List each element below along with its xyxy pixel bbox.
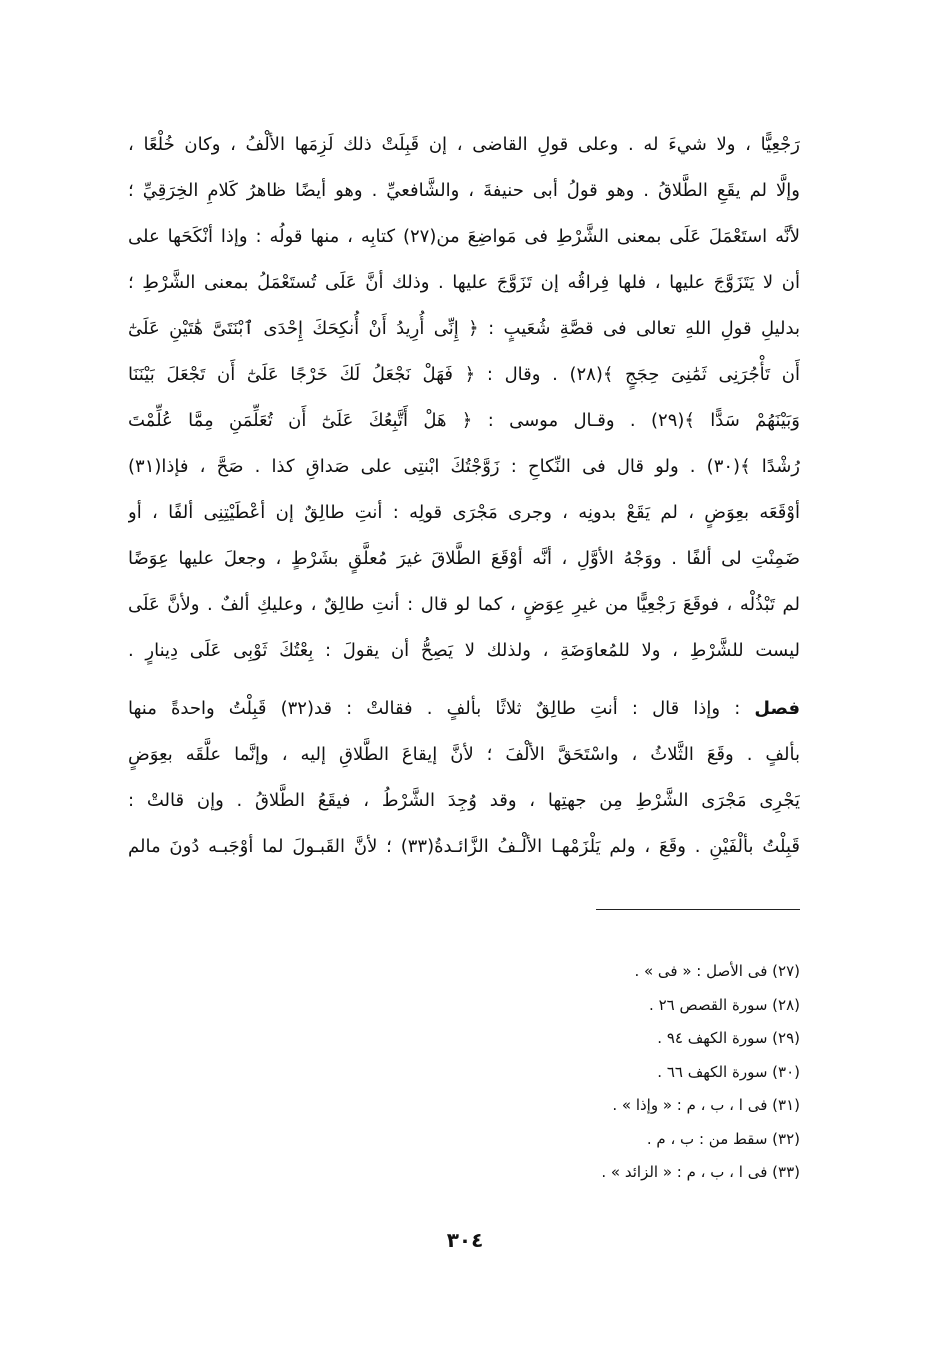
text-line: بدليلِ قولِ اللهِ تعالى فى قصَّةِ شُعَيبٍ : ﴿ إِنِّى أُرِيدُ أَنْ أُنكِحَكَ إِحْدَى ٱبْنَتَىَّ هَٰتَيْنِ عَلَىٰٓ <box>128 318 800 339</box>
text-line: ليست للشَّرْطِ ، ولا للمُعاوَضَةِ ، ولذلك لا يَصِحُّ أن يقولَ : بِعْتُكَ ثَوْبِى عَلَى دِينارٍ . <box>128 640 800 661</box>
footnote-separator <box>596 909 800 910</box>
text-line: رَجْعِيًّا ، ولا شيءَ له . وعلى قولِ القاضى ، إن قَبِلَتْ ذلك لَزِمَها الألْفُ ، وكان خُلْعًا ، <box>128 134 800 155</box>
text-line: أن لا يَتَزَوَّجَ عليها ، فلها فِراقُه إن تَزَوَّجَ عليها . وذلك أنَّ عَلَى تُستَعْمَلُ بمعنى الشَّرْطِ ؛ <box>128 272 800 293</box>
text-line: أوْقَعَه بعِوَضٍ ، لم يَقَعْ بدونِه ، وجرى مَجْرَى قولِه : أنتِ طالِقٌ إن أعْطَيْتِنِى ألفًا ، أو <box>128 502 800 523</box>
footnote: (٣٢) سقط من : ب ، م . <box>646 1129 800 1148</box>
text-line: رُشْدًا ﴾(٣٠) . ولو قال فى النِّكاحِ : زَوَّجْتُكَ ابْنتِى على صَداقِ كذا . صَحَّ ، فإذا(٣١) <box>128 456 800 477</box>
footnote: (٢٨) سورة القصص ٢٦ . <box>649 995 800 1014</box>
text-line <box>128 686 800 732</box>
footnotes <box>420 955 800 1190</box>
text-line: وَبَيْنَهُمْ سَدًّا ﴾(٢٩) . وقـال موسى : ﴿ هَلْ أَتَّبِعُكَ عَلَىٰٓ أَن تُعَلِّمَنِ مِمَّا عُلِّمْتَ <box>128 410 800 431</box>
text-line: قَبِلْتُ بألْفَيْنِ . وقَعَ ، ولم يَلْزَمْهـا الألْـفُ الزَّائـدةُ(٣٣) ؛ لأنَّ القَبـولَ لما أوْجَبـه دُونَ مالم <box>128 836 800 857</box>
fasl-paragraph <box>128 686 800 870</box>
text-line: ضَمِنْتِ لى ألفًا . ووَجْهُ الأوَّلِ ، أنَّه أوْقَعَ الطَّلاقَ غيرَ مُعلَّقٍ بشَرْطٍ ، وجعلَ عليها عِوَضًا <box>128 548 800 569</box>
text-line: لأنَّه استَعْمَلَ عَلَى بمعنى الشَّرْطِ فى مَواضِعَ من(٢٧) كتابِه ، منها قولُه : وإذا أنْكَحَها على <box>128 226 800 247</box>
footnote: (٣١) فى ا ، ب ، م : « وإذا » . <box>612 1096 800 1114</box>
text-line: أَن تَأْجُرَنِى ثَمَٰنِىَ حِجَجٍ ﴾(٢٨) . وقال : ﴿ فَهَلْ نَجْعَلُ لَكَ خَرْجًا عَلَىٰٓ أَن تَجْعَلَ بَيْنَنَا <box>128 364 800 385</box>
footnote: (٢٧) فى الأصل : « فى » . <box>634 962 800 980</box>
page-number: ٣٠٤ <box>446 1228 484 1252</box>
text-line: يَجْرِى مَجْرَى الشَّرْطِ مِن جهتِها ، وقد وُجِدَ الشَّرْطُ ، فيقَعُ الطَّلاقُ . وإن قالتْ : <box>128 790 800 811</box>
main-paragraph <box>128 122 800 674</box>
text-span: : وإذا قال : أنتِ طالِقٌ ثلاثًا بألفٍ . فقالتْ : قد(٣٢) قَبِلْتُ واحدةً منها <box>128 698 741 719</box>
text-line: لم تَبْذُلْه ، فوقَعَ رَجْعِيًّا من غيرِ عِوَضٍ ، كما لو قال : أنتِ طالِقٌ ، وعليكِ ألفٌ . ولأنَّ عَلَى <box>128 594 800 615</box>
footnote: (٣٠) سورة الكهف ٦٦ . <box>657 1062 800 1081</box>
footnote: (٢٩) سورة الكهف ٩٤ . <box>657 1029 800 1047</box>
section-heading: فصل <box>754 698 800 719</box>
text-line: وإلَّا لم يقَعِ الطَّلاقُ . وهو قولُ أبى حنيفةَ ، والشَّافعيِّ . وهو أيضًا ظاهرُ كَلامِ الخِرَقِيِّ ؛ <box>128 180 800 201</box>
text-line: بألفٍ . وقَعَ الثَّلاثُ ، واسْتَحَقَّ الألْفَ ؛ لأنَّ إيقاعَ الطَّلاقِ إليه ، وإنَّما علَّقَه بعِوَضٍ <box>128 744 800 765</box>
footnote: (٣٣) فى ا ، ب ، م : « الزائد » . <box>601 1163 800 1181</box>
